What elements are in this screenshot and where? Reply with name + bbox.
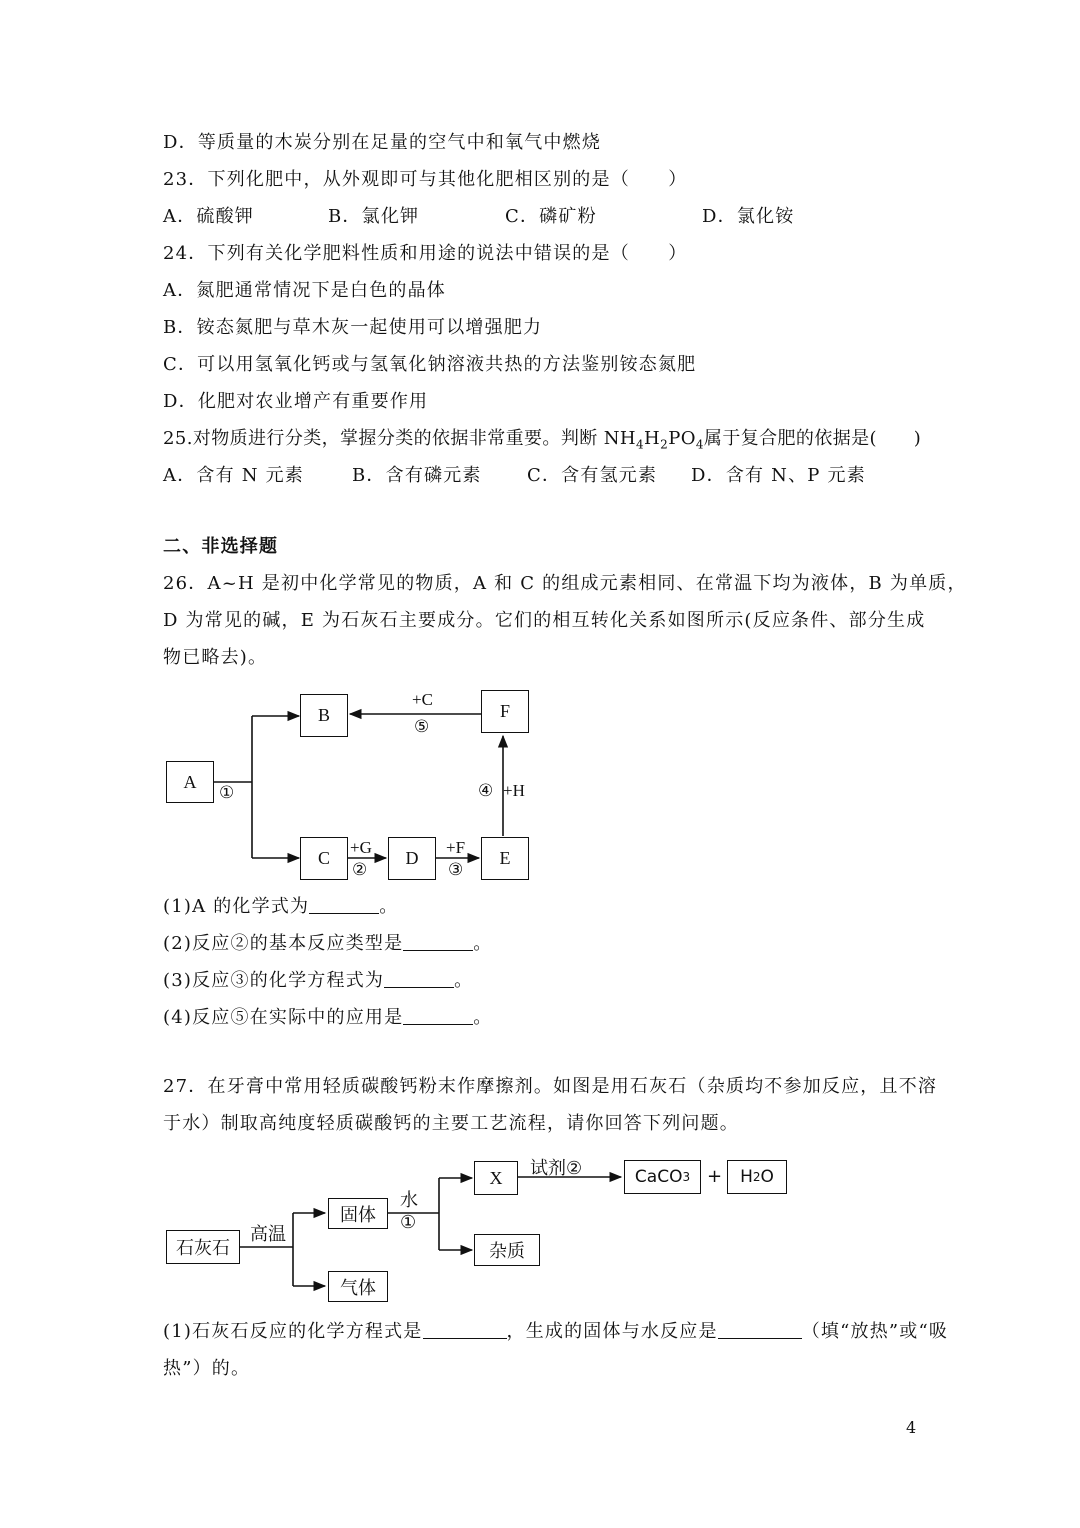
q26-sub-1-text: (1)A 的化学式为 — [163, 896, 310, 917]
q23-option-c: C．磷矿粉 — [505, 206, 597, 227]
h2o-h: H — [740, 1167, 753, 1187]
q26-line-3: 物已略去)。 — [163, 647, 268, 668]
q24-option-b: B．铵态氮肥与草木灰一起使用可以增强肥力 — [163, 317, 543, 338]
q26-sub-1-end: 。 — [379, 896, 399, 917]
q26-line-1: 26．A~H 是初中化学常见的物质，A 和 C 的组成元素相同、在常温下均为液体，B 为单质， — [163, 573, 967, 594]
diagram-label-4: ④ — [478, 781, 494, 800]
q27-sub-1-text: (1)石灰石反应的化学方程式是 — [163, 1321, 423, 1342]
answer-blank-27-1a[interactable] — [423, 1320, 507, 1339]
flow-box-limestone: 石灰石 — [166, 1230, 240, 1264]
section-heading: 二、非选择题 — [163, 536, 279, 557]
q23-option-a: A．硫酸钾 — [163, 206, 254, 227]
diagram-label-plus-h: +H — [503, 781, 525, 800]
q25-sub-2: 2 — [660, 437, 669, 452]
diagram-label-1: ① — [219, 783, 235, 802]
q26-sub-4-text: (4)反应⑤在实际中的应用是 — [163, 1007, 404, 1028]
diagram-box-c: C — [300, 837, 348, 880]
q24-option-c: C．可以用氢氧化钙或与氢氧化钠溶液共热的方法鉴别铵态氮肥 — [163, 354, 697, 375]
flow-label-plus: + — [707, 1166, 723, 1187]
h2o-o: O — [760, 1167, 774, 1187]
q25-option-c: C．含有氢元素 — [527, 465, 658, 486]
q27-line-1: 27．在牙膏中常用轻质碳酸钙粉末作摩擦剂。如图是用石灰石（杂质均不参加反应，且不溶 — [163, 1076, 938, 1097]
q27-sub-1 — [163, 1320, 948, 1344]
flow-box-solid: 固体 — [328, 1198, 388, 1229]
q27-sub-1-line-2: 热”）的。 — [163, 1358, 251, 1379]
q26-sub-4-end: 。 — [473, 1007, 493, 1028]
q25-option-a: A．含有 N 元素 — [163, 465, 304, 486]
diagram-box-a: A — [166, 761, 214, 803]
answer-blank-27-1b[interactable] — [718, 1320, 802, 1339]
diagram-box-e: E — [481, 837, 529, 880]
flow-box-caco3: CaCO 3 — [624, 1160, 701, 1194]
flow-box-x: X — [474, 1161, 518, 1195]
q25-h: H — [644, 428, 661, 449]
diagram-box-d: D — [388, 837, 436, 880]
caco3-base: CaCO — [634, 1167, 683, 1187]
q26-sub-3-text: (3)反应③的化学方程式为 — [163, 970, 385, 991]
flow-box-h2o: H 2 O — [727, 1160, 787, 1194]
diagram-box-b: B — [300, 694, 348, 737]
flow-label-water: 水 — [400, 1190, 418, 1211]
diagram-label-plus-c: +C — [412, 690, 433, 709]
q27-sub-1-mid: ，生成的固体与水反应是 — [506, 1321, 718, 1342]
q24-stem: 24．下列有关化学肥料性质和用途的说法中错误的是（ ） — [163, 243, 688, 264]
flow-box-gas: 气体 — [328, 1271, 388, 1302]
flow-box-impurity: 杂质 — [474, 1234, 540, 1266]
flow-label-high-temp: 高温 — [250, 1224, 286, 1245]
q27-line-2: 于水）制取高纯度轻质碳酸钙的主要工艺流程，请你回答下列问题。 — [163, 1113, 739, 1134]
q26-sub-3-end: 。 — [454, 970, 474, 991]
q23-stem: 23．下列化肥中，从外观即可与其他化肥相区别的是（ ） — [163, 169, 688, 190]
diagram-label-3: ③ — [448, 860, 464, 879]
q23-option-d: D．氯化铵 — [702, 206, 795, 227]
q25-option-d: D．含有 N、P 元素 — [691, 465, 866, 486]
diagram-box-f: F — [481, 690, 529, 733]
q25-po: PO — [668, 428, 696, 449]
q25-stem-before: 25.对物质进行分类，掌握分类的依据非常重要。判断 NH — [163, 428, 636, 449]
q26-line-2: D 为常见的碱，E 为石灰石主要成分。它们的相互转化关系如图所示(反应条件、部分生成 — [163, 610, 926, 631]
diagram-label-2: ② — [352, 860, 368, 879]
q25-option-b: B．含有磷元素 — [352, 465, 482, 486]
q24-option-d: D．化肥对农业增产有重要作用 — [163, 391, 429, 412]
flow-label-reagent-2: 试剂② — [530, 1158, 583, 1179]
q25-stem-after: 属于复合肥的依据是( ) — [703, 428, 922, 449]
q25-sub-4a: 4 — [636, 437, 645, 452]
page-number: 4 — [906, 1418, 917, 1437]
diagram-label-plus-g: +G — [350, 838, 372, 857]
q26-sub-2-end: 。 — [473, 933, 493, 954]
q27-sub-1-end: （填“放热”或“吸 — [801, 1321, 949, 1342]
diagram-label-plus-f: +F — [446, 838, 466, 857]
q23-option-b: B．氯化钾 — [328, 206, 420, 227]
q26-sub-2-text: (2)反应②的基本反应类型是 — [163, 933, 404, 954]
q24-option-a: A．氮肥通常情况下是白色的晶体 — [163, 280, 446, 301]
q22-option-d: D．等质量的木炭分别在足量的空气中和氧气中燃烧 — [163, 132, 602, 153]
flow-label-step-1: ① — [400, 1212, 417, 1233]
q25-sub-4b: 4 — [695, 437, 704, 452]
diagram-label-5: ⑤ — [414, 717, 430, 736]
